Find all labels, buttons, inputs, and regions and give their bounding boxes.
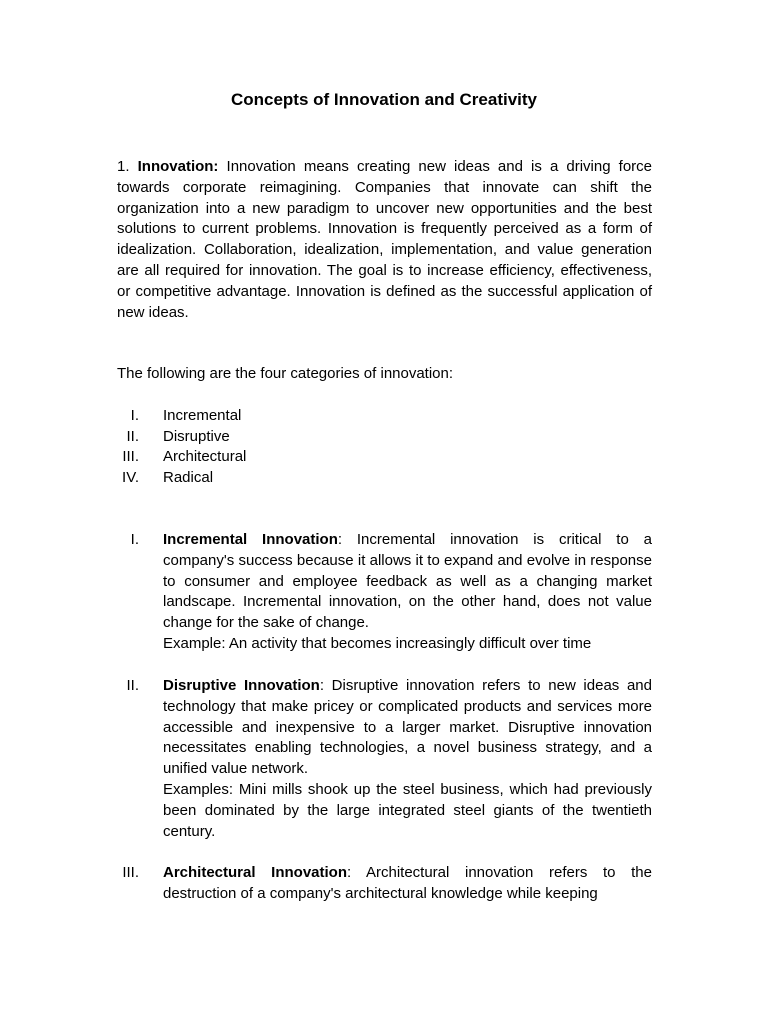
categories-lead: The following are the four categories of innovation: — [117, 365, 454, 382]
list-item-label: Architectural — [163, 448, 247, 466]
list-item-label: Radical — [163, 468, 214, 486]
page-title: Concepts of Innovation and Creativity — [230, 90, 538, 109]
section-text: : Architectural innovation refers to the destruction of a company's architectural knowledge while keeping — [163, 864, 652, 902]
intro-text: Innovation means creating new ideas and is a driving force towards corporate reimagining. Companies that innovate can shift the organization into a new paradigm to uncover new opportunities and the best solutions to current problems. Innovation is frequently perceived as a form of idealization. Collaboration, idealization, implementation, and value generation are all required for innovation. The goal is to increase efficiency, effectiveness, or competitive advantage. Innovation is defined as the successful application of new ideas. — [117, 158, 653, 321]
section-term: Incremental Innovation — [163, 531, 338, 548]
list-item-label: Disruptive — [163, 427, 230, 445]
intro-term: Innovation: — [137, 158, 219, 175]
section-body — [163, 863, 652, 905]
list-item — [0, 427, 768, 448]
section-paragraph — [163, 863, 652, 905]
intro-paragraph — [117, 157, 652, 323]
list-item-label: Incremental — [163, 407, 242, 424]
section-example: Example: An activity that becomes increasingly difficult over time — [163, 634, 592, 652]
list-item-numeral: III. — [122, 448, 139, 466]
list-item-numeral: I. — [130, 407, 139, 424]
section-example: Examples: Mini mills shook up the steel business, which had previously been dominated by the large integrated steel giants of the twentieth century. — [163, 780, 652, 840]
section-paragraph — [163, 530, 652, 634]
section-numeral: I. — [130, 531, 139, 548]
list-item-numeral: IV. — [122, 468, 139, 486]
section-body — [163, 676, 652, 842]
section-body — [163, 530, 652, 655]
intro-number: 1. — [117, 158, 130, 175]
section-text: : Incremental innovation is critical to a company's success because it allows it to expand and evolve in response to consumer and employee feedback as well as a changing market landscape. Incremental innovation, on the other hand, does not value change for the sake of change. — [163, 531, 652, 632]
section-paragraph — [163, 676, 652, 780]
list-item-numeral: II. — [126, 427, 139, 445]
list-item — [0, 447, 768, 468]
section-term: Disruptive Innovation — [163, 677, 320, 694]
list-item — [0, 468, 768, 489]
section-text: : Disruptive innovation refers to new ideas and technology that make pricey or complicated products and services more accessible and inexpensive to a larger market. Disruptive innovation necessitates enabling technologies, a novel business strategy, and a unified value network. — [163, 677, 652, 778]
section-numeral: II. — [126, 677, 139, 694]
section-numeral: III. — [122, 864, 139, 881]
categories-list — [0, 406, 768, 488]
list-item — [0, 406, 768, 427]
section-term: Architectural Innovation — [163, 864, 347, 881]
